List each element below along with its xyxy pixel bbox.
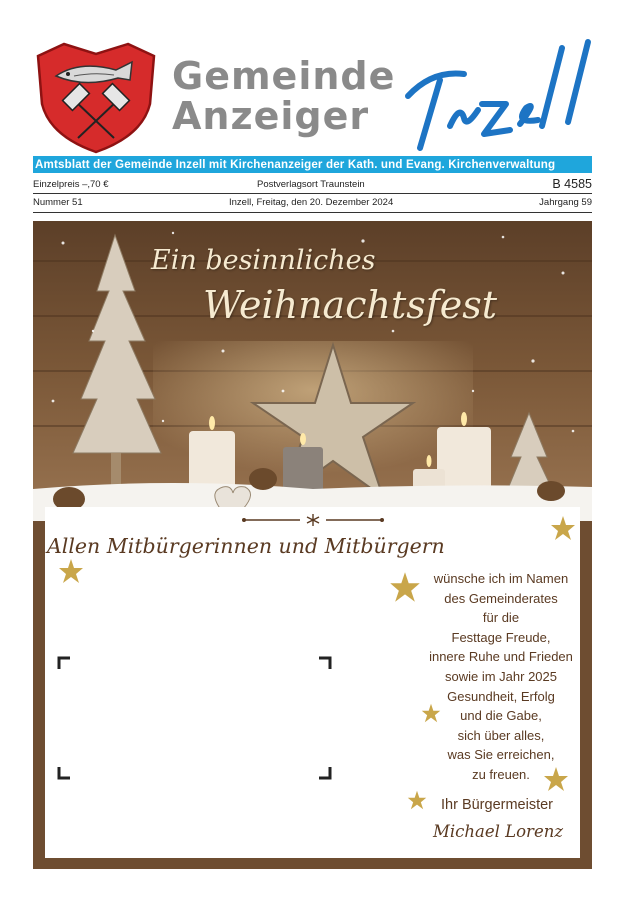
message-line: was Sie erreichen,: [447, 747, 555, 763]
coat-of-arms-icon: [34, 42, 158, 154]
gold-star-icon: [407, 790, 427, 810]
message-line: sowie im Jahr 2025: [445, 668, 557, 684]
meta-row-top: [33, 178, 592, 192]
snowflake-divider-icon: [240, 513, 386, 527]
message-line: zu freuen.: [472, 766, 530, 782]
frame-corner-icon: [318, 656, 332, 670]
headline-line-2: Weihnachtsfest: [203, 283, 498, 327]
message-line: und die Gabe,: [460, 708, 542, 724]
signature-name: Michael Lorenz: [433, 822, 564, 841]
message-line: wünsche ich im Namen: [433, 571, 569, 586]
salutation: Allen Mitbürgerinnen und Mitbürgern: [47, 534, 445, 558]
inzell-logo-icon: [402, 30, 602, 158]
divider-line: [33, 193, 592, 194]
volume-text: Jahrgang 59: [539, 197, 592, 208]
subtitle-banner: [33, 156, 592, 173]
frame-corner-icon: [57, 656, 71, 670]
divider-line: [33, 212, 592, 213]
message-line: Festtage Freude,: [451, 629, 551, 645]
greeting-message: [395, 569, 607, 785]
message-line: des Gemeinderates: [444, 590, 558, 606]
gold-star-icon: [58, 558, 84, 584]
message-line: für die: [482, 610, 520, 626]
message-line: innere Ruhe und Frieden: [429, 649, 573, 665]
frame-corner-icon: [57, 766, 71, 780]
date-text: Inzell, Freitag, den 20. Dezember 2024: [229, 197, 394, 208]
postal-text: Postverlagsort Traunstein: [257, 179, 365, 190]
masthead-title: Gemeinde Anzeiger: [172, 54, 396, 138]
message-line: sich über alles,: [457, 727, 545, 743]
meta-row-bottom: [33, 196, 592, 210]
price-text: Einzelpreis –,70 €: [33, 179, 109, 190]
issue-text: Nummer 51: [33, 197, 83, 208]
code-text: B 4585: [552, 177, 592, 191]
headline-line-1: Ein besinnliches: [151, 245, 376, 276]
signature-title: Ihr Bürgermeister: [441, 797, 554, 813]
message-line: Gesundheit, Erfolg: [447, 688, 555, 704]
subtitle-text: Amtsblatt der Gemeinde Inzell mit Kirchenanzeiger der Kath. und Evang. Kirchenverwaltung: [35, 158, 556, 171]
gold-star-icon: [550, 515, 576, 541]
frame-corner-icon: [318, 766, 332, 780]
